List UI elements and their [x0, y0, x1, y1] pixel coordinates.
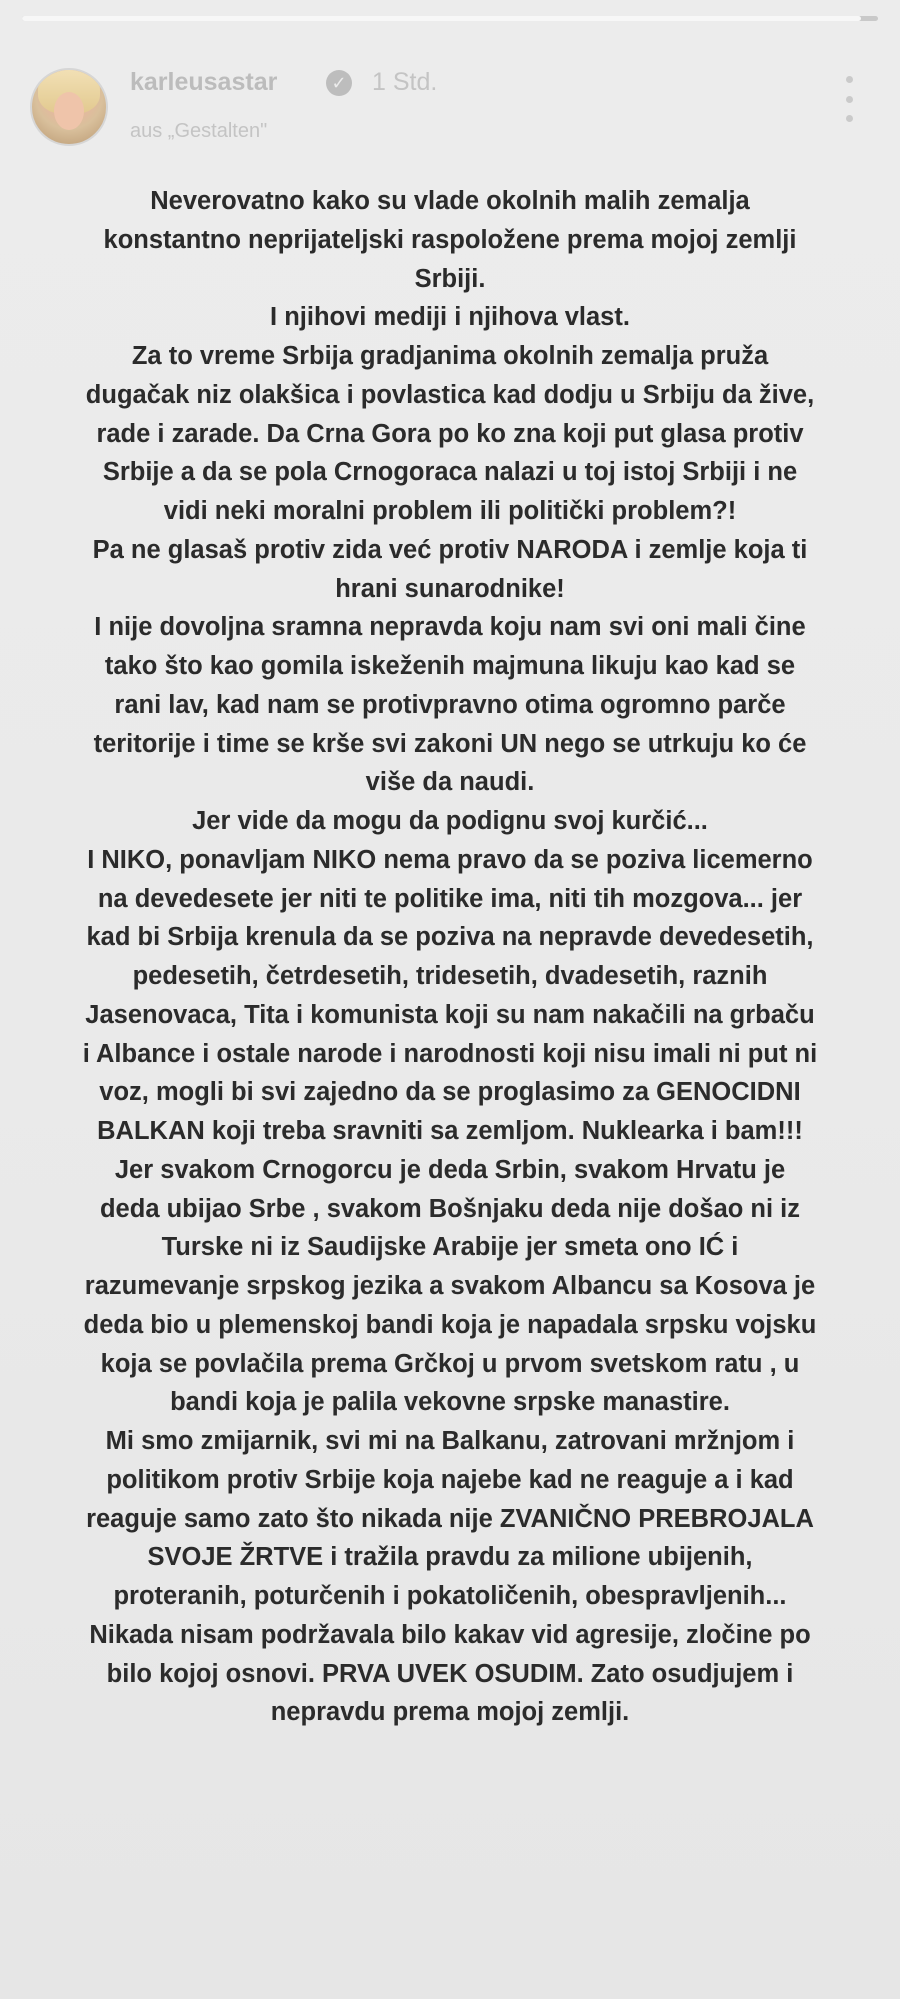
story-text [30, 182, 870, 1732]
avatar-face [54, 92, 84, 130]
more-options-icon[interactable] [842, 76, 856, 122]
story-text-line: rade i zarade. Da Crna Gora po ko zna koji put glasa protiv [96, 419, 804, 448]
story-text-line: I NIKO, ponavljam NIKO nema pravo da se poziva licemerno [87, 845, 813, 874]
more-dot [846, 96, 853, 103]
story-text-line: voz, mogli bi svi zajedno da se proglasimo za GENOCIDNI [99, 1078, 801, 1107]
story-text-line: pedesetih, četrdesetih, tridesetih, dvadesetih, raznih [132, 962, 768, 990]
story-header [30, 58, 870, 158]
story-text-line: bilo kojoj osnovi. PRVA UVEK OSUDIM. Zato osudjujem i [106, 1659, 794, 1688]
story-text-line: dugačak niz olakšica i povlastica kad dodju u Srbiju da žive, [85, 380, 815, 409]
story-text-line: konstantno neprijateljski raspoložene prema mojoj zemlji [103, 225, 797, 254]
story-text-line: Mi smo zmijarnik, svi mi na Balkanu, zatrovani mržnjom i [105, 1427, 795, 1455]
story-text-line: tako što kao gomila iskeženih majmuna likuju kao kad se [104, 652, 796, 680]
story-text-line: Jer vide da mogu da podignu svoj kurčić... [192, 807, 708, 835]
story-text-line: Srbije a da se pola Crnogoraca nalazi u toj istoj Srbiji i ne [102, 458, 798, 487]
story-text-line: razumevanje srpskog jezika a svakom Albancu sa Kosova je [84, 1272, 816, 1300]
story-text-line: deda ubijao Srbe , svakom Bošnjaku deda nije došao ni iz [99, 1194, 800, 1223]
story-text-line: I njihovi mediji i njihova vlast. [270, 303, 630, 332]
story-text-line: i Albance i ostale narode i narodnosti koji nisu imali ni put ni [82, 1039, 818, 1068]
story-text-line: bandi koja je palila vekovne srpske manastire. [170, 1388, 730, 1417]
story-text-line: SVOJE ŽRTVE i tražila pravdu za milione ubijenih, [147, 1543, 753, 1572]
more-dot [846, 115, 853, 122]
avatar[interactable] [30, 68, 108, 146]
verified-badge-icon: ✓ [326, 70, 352, 96]
story-text-line: reaguje samo zato što nikada nije ZVANIČNO PREBROJALA [86, 1504, 814, 1533]
story-text-line: kad bi Srbija krenula da se poziva na nepravde devedesetih, [86, 923, 814, 952]
story-text-line: više da naudi. [365, 768, 535, 797]
story-text-line: politikom protiv Srbije koja najebe kad ne reaguje a i kad [106, 1465, 794, 1494]
more-dot [846, 76, 853, 83]
story-progress-bar [22, 16, 878, 21]
story-text-line: I nije dovoljna sramna nepravda koju nam svi oni mali čine [94, 613, 806, 642]
story-text-line: hrani sunarodnike! [335, 574, 565, 603]
story-text-line: deda bio u plemenskoj bandi koja je napadala srpsku vojsku [83, 1310, 817, 1339]
story-progress-fill [22, 16, 861, 21]
story-text-line: teritorije i time se krše svi zakoni UN nego se utrkuju ko će [93, 729, 807, 758]
story-text-line: Jasenovaca, Tita i komunista koji su nam nakačili na grbaču [85, 1000, 815, 1029]
post-time: 1 Std. [372, 68, 438, 96]
story-text-line: Srbiji. [414, 264, 486, 293]
story-text-line: Jer svakom Crnogorcu je deda Srbin, svakom Hrvatu je [114, 1155, 786, 1184]
story-text-line: Neverovatno kako su vlade okolnih malih zemalja [150, 187, 750, 215]
story-subtitle[interactable]: aus „Gestalten" [130, 120, 268, 142]
username[interactable]: karleusastar [130, 68, 278, 96]
story-text-line: Nikada nisam podržavala bilo kakav vid agresije, zločine po [89, 1620, 811, 1649]
story-text-line: vidi neki moralni problem ili politički problem?! [163, 497, 737, 525]
story-text-line: rani lav, kad nam se protivpravno otima ogromno parče [114, 690, 786, 719]
story-text-line: BALKAN koji treba sravniti sa zemljom. Nuklearka i bam!!! [97, 1117, 803, 1145]
story-text-line: proteranih, poturčenih i pokatoličenih, obespravljenih... [113, 1582, 787, 1610]
story-text-line: Pa ne glasaš protiv zida već protiv NARODA i zemlje koja ti [92, 535, 808, 564]
story-text-line: nepravdu prema mojoj zemlji. [270, 1698, 630, 1727]
story-text-line: Turske ni iz Saudijske Arabije jer smeta ono IĆ i [161, 1233, 739, 1262]
story-text-line: na devedesete jer niti te politike ima, niti tih mozgova... jer [97, 884, 803, 913]
story-text-line: Za to vreme Srbija gradjanima okolnih zemalja pruža [131, 342, 769, 370]
story-text-line: koja se povlačila prema Grčkoj u prvom svetskom ratu , u [100, 1349, 800, 1378]
